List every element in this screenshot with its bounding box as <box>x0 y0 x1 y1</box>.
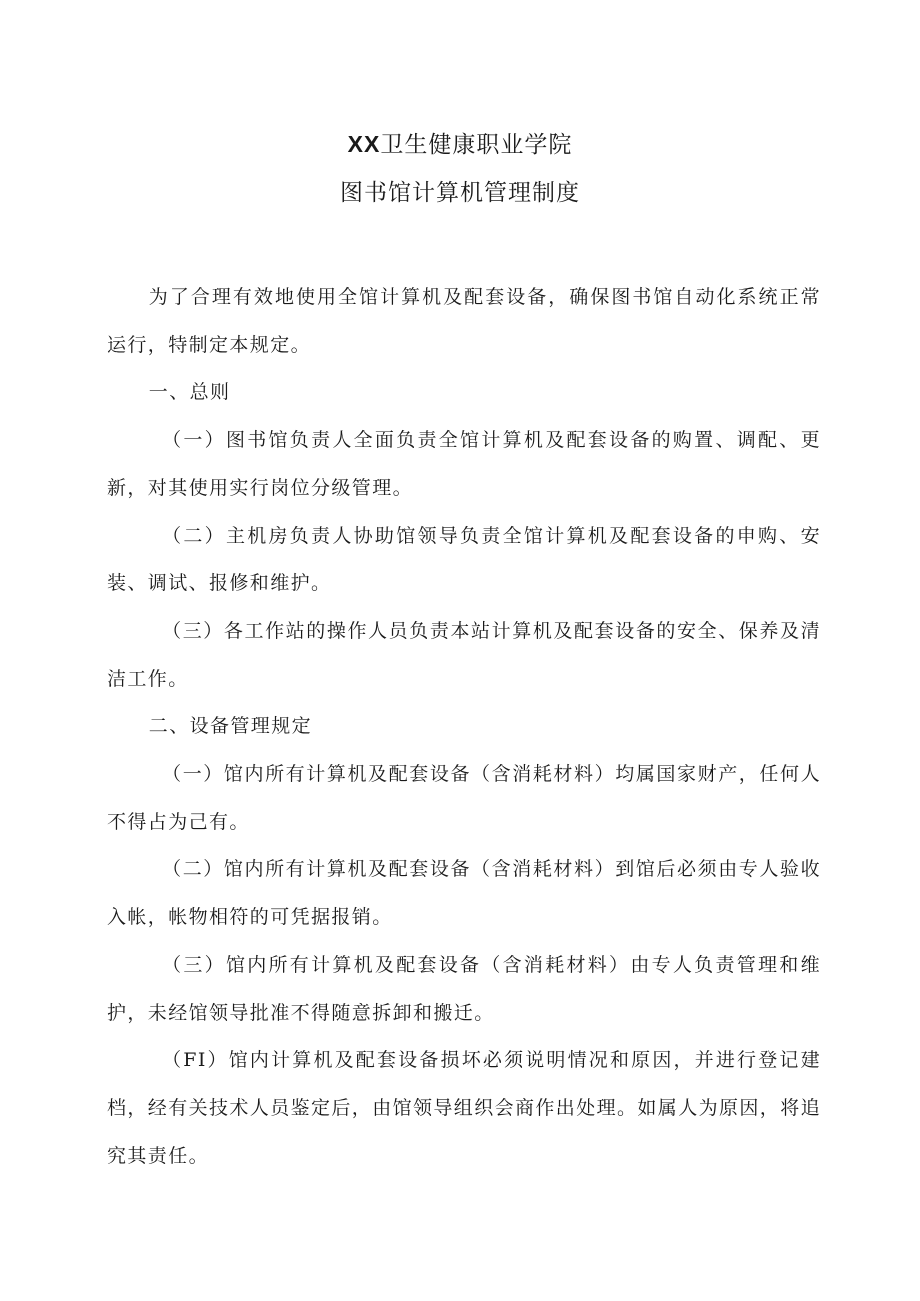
document-subtitle: 图书馆计算机管理制度 <box>340 180 580 206</box>
document-title <box>0 120 920 169</box>
section-heading-general: 一、总则 <box>148 381 231 404</box>
equipment-item-1: （一）馆内所有计算机及配套设备（含消耗材料）均属国家财产，任何人不得占为己有。 <box>107 763 821 833</box>
general-item-1: （一）图书馆负责人全面负责全馆计算机及配套设备的购置、调配、更新，对其使用实行岗位分级管理。 <box>107 429 821 499</box>
title-rest: 卫生健康职业学院 <box>380 132 573 158</box>
title-prefix: XX <box>347 131 381 157</box>
title-block <box>0 120 920 217</box>
equipment-item-4: （FI）馆内计算机及配套设备损坏必须说明情况和原因，并进行登记建档，经有关技术人员鉴定后，由馆领导组织会商作出处理。如属人为原因，将追究其责任。 <box>107 1049 822 1167</box>
general-item-2: （二）主机房负责人协助馆领导负责全馆计算机及配套设备的申购、安装、调试、报修和维护。 <box>107 524 821 595</box>
general-item-3: （三）各工作站的操作人员负责本站计算机及配套设备的安全、保养及清洁工作。 <box>107 619 821 690</box>
equipment-item-2: （二）馆内所有计算机及配套设备（含消耗材料）到馆后必须由专人验收入帐，帐物相符的可凭据报销。 <box>107 858 821 929</box>
section-heading-equipment: 二、设备管理规定 <box>148 715 312 738</box>
equipment-item-3: （三）馆内所有计算机及配套设备（含消耗材料）由专人负责管理和维护，未经馆领导批准不得随意拆卸和搬迁。 <box>107 953 821 1024</box>
intro-paragraph: 为了合理有效地使用全馆计算机及配套设备，确保图书馆自动化系统正常运行，特制定本规定。 <box>107 286 821 356</box>
document-body <box>107 274 821 1180</box>
